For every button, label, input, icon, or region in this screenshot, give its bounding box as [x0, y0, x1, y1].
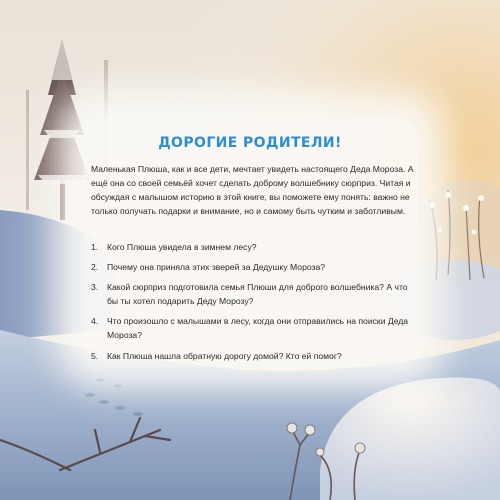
question-number: 4. — [91, 316, 99, 327]
question-number: 1. — [91, 242, 99, 252]
question-number: 3. — [91, 282, 99, 293]
question-text: Что произошло с малышами в лесу, когда они отправились на поиски Деда Мороза? — [107, 316, 409, 341]
question-text: Как Плюша нашла обратную дорогу домой? Кто ей помог? — [107, 350, 342, 361]
question-text: Кого Плюша увидела в зимнем лесу? — [107, 242, 257, 252]
question-item — [91, 314, 421, 342]
question-item — [91, 260, 421, 274]
question-number: 2. — [91, 262, 99, 273]
question-item — [91, 349, 421, 363]
question-item — [91, 240, 421, 254]
page-heading: ДОРОГИЕ РОДИТЕЛИ! — [158, 135, 342, 151]
question-item — [91, 280, 421, 308]
question-number: 5. — [91, 350, 99, 361]
question-text: Какой сюрприз подготовила семья Плюши для доброго волшебника? А что бы ты хотел подарить Деду Морозу? — [107, 282, 408, 307]
question-text: Почему она приняла этих зверей за Дедушку Мороза? — [107, 262, 326, 273]
questions-list — [91, 240, 421, 369]
intro-paragraph: Маленькая Плюша, как и все дети, мечтает увидеть настоящего Деда Мороза. А ещё она со своей семьёй хочет сделать доброму волшебнику сюрприз. Читая и обсуждая с малышом историю в этой книге, вы поможете ему понять: важно не только получать подарки и внимание, но и самому быть чутким и заботливым. — [91, 164, 414, 217]
